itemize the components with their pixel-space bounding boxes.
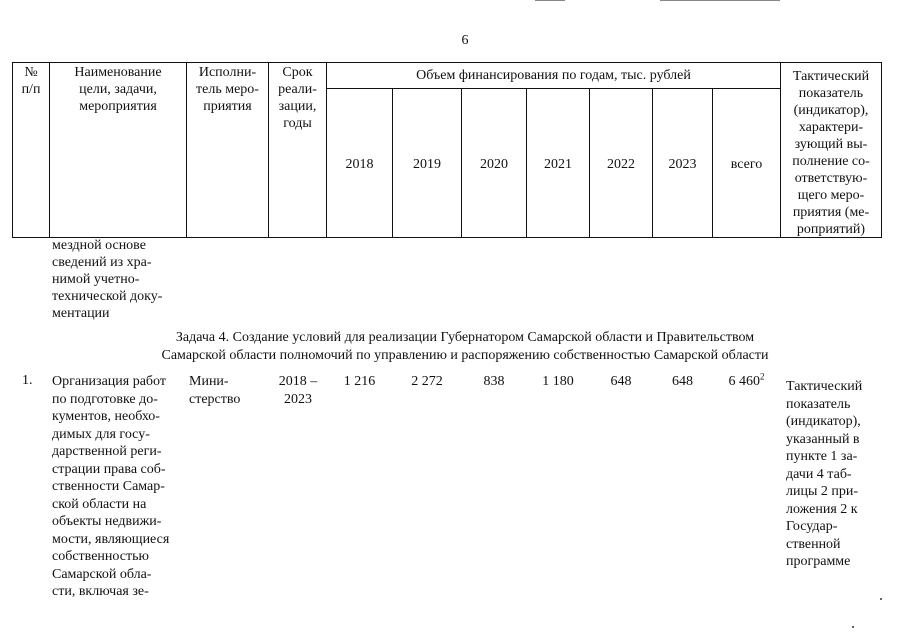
- footnote-mark: 2: [760, 371, 765, 382]
- header-name: Наименование цели, задачи, мероприятия: [74, 65, 162, 114]
- row-num: 1.: [22, 373, 33, 388]
- col-line: [326, 62, 327, 238]
- row-executor: Мини- стерство: [189, 374, 241, 407]
- row-value-2020: 838: [483, 374, 505, 389]
- header-year-total: всего: [730, 157, 763, 172]
- header-num: № п/п: [21, 65, 41, 97]
- row-value-total-number: 6 460: [728, 374, 760, 389]
- row-value-2018: 1 216: [343, 374, 376, 389]
- top-edge-mark: [660, 0, 780, 1]
- row-value-2023: 648: [672, 374, 693, 389]
- row-value-2019: 2 272: [411, 374, 443, 389]
- row-value-total: [713, 371, 780, 390]
- header-financing: Объем финансирования по годам, тыс. рублей: [416, 68, 691, 83]
- page-number: 6: [461, 33, 469, 48]
- row-term: 2018 – 2023: [278, 374, 318, 407]
- header-term: Срок реали- зации, годы: [278, 65, 317, 131]
- row-name: Организация работ по подготовке до- кументов, необхо- димых для госу- дарственной реги- страции права соб- ственности Самар- ской области на объекты недвижи- мости, являющиеся собственностью Самарской обла- сти, включая зе-: [52, 374, 170, 599]
- header-year-2019: 2019: [413, 157, 441, 172]
- header-indicator: Тактический показатель (индикатор), характери- зующий вы- полнение со- ответствую- щего меро- приятия (ме- роприятий): [792, 69, 870, 237]
- row-value-2021: 1 180: [542, 374, 574, 389]
- header-year-2021: 2021: [544, 157, 572, 172]
- col-line: [881, 62, 882, 238]
- row-indicator: Тактический показатель (индикатор), указанный в пункте 1 за- дачи 4 таб- лицы 2 при- ложения 2 к Государ- ственной программе: [786, 379, 863, 569]
- row-value-2022: 648: [610, 374, 632, 389]
- header-year-2022: 2022: [607, 157, 635, 172]
- header-year-2018: 2018: [345, 157, 374, 172]
- task-heading: Задача 4. Создание условий для реализации Губернатором Самарской области и Правительством Самарской области полномочий по управлению и распоряжению собственностью Самарской области: [161, 330, 769, 363]
- header-year-2020: 2020: [480, 157, 508, 172]
- header-year-2023: 2023: [668, 157, 697, 172]
- header-executor: Исполни- тель меро- приятия: [196, 65, 259, 114]
- continuation-text: мездной основе сведений из хра- нимой учетно- технической доку- ментации: [52, 238, 163, 321]
- scan-dot: [880, 598, 882, 600]
- scan-dot: [852, 626, 854, 628]
- table-border-top: [12, 62, 882, 63]
- top-edge-mark: [535, 0, 565, 1]
